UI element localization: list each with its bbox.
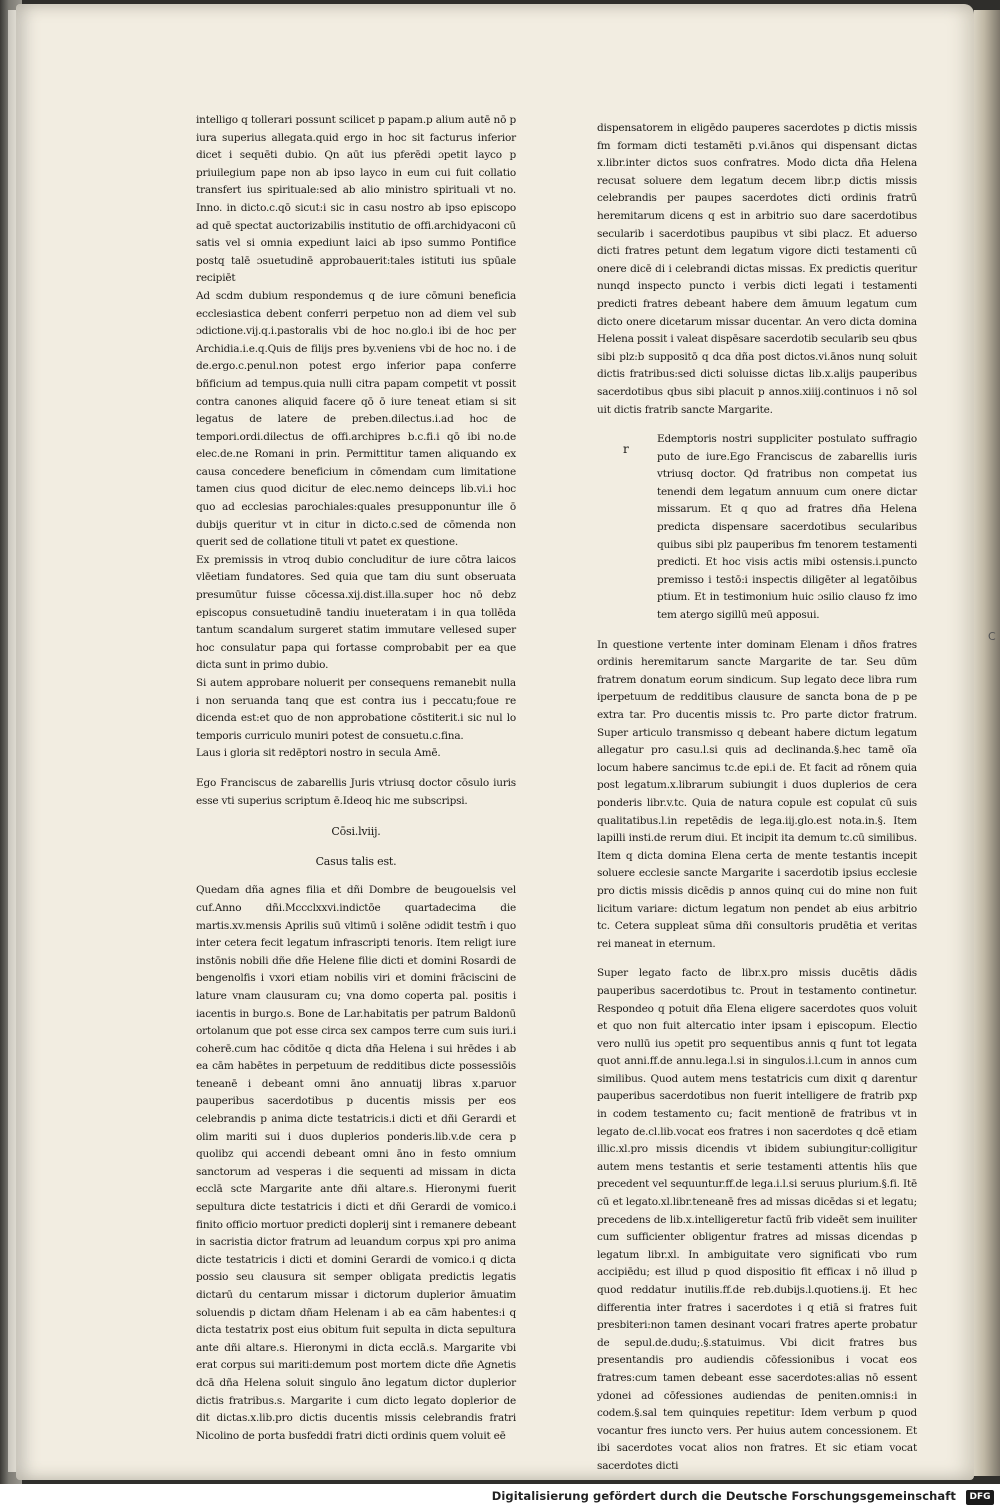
- dfg-logo-icon: DFG: [966, 1490, 994, 1505]
- left-paragraph-2: Ad scdm dubium respondemus q de iure cōmuni beneficia ecclesiastica debent conferri perpetuo non ad diem vel sub ɔdictione.vij.q.i.pastoralis vbi de hoc no.glo.i ibi de hoc per Archidia.i.e.q.Quis de filijs pres by.veniens vbi de hoc no. i de de.ergo.c.penul.non potest ergo inferior papa conferre bñficium ad tempus.quia nulli citra papam competit vt possit contra canones aliquid facere qō ō iure teneat etiam si sit legatus de latere de preben.dilectus.i.ad hoc de tempori.ordi.dilectus de offi.archipres b.c.fi.i qō ibi no.de elec.de.ne Romani in prin. Permittitur tamen aliquando ex causa concedere beneficium in cōmendam cum limitatione tamen cius quod dicitur de elec.nemo deinceps lib.vi.i hoc quo ad ecclesias parochiales:quales presupponuntur ille ō dubijs queritur vt in citur in dicto.c.sed de cōmenda non querit sed de collatione tituli vt patet ex questione.: [196, 289, 516, 549]
- initial-letter-block: [597, 431, 917, 625]
- decorative-initial-placeholder: r: [623, 442, 629, 457]
- left-paragraph-casus: Quedam dña agnes filia et dñi Dombre de beugouelsis vel cuf.Anno dñi.Mccclxxvi.indictōe quartadecima die martis.xv.mensis Aprilis suū vltimū i solēne ɔdidit testm̄ i quo inter cetera fecit legatum infrascripti tenoris. Item religt iure instōnis nobili dñe dñe Helene filie dicti et domini Rosardi de bengenolfis i vxori etiam nobilis viri et domini frāciscini de lature vnam clausuram cu; vna domo coperta pal. positis i iacentis in burgo.s. Bone de Lar.habitatis per patrum Baldonū ortolanum que pot esse circa sex campos terre cum suis iuri.i coherē.cum hac cōditōe q dicta dña Helena i sui hrēdes i ab ea cām habētes in perpetuum de redditibus dicte possessiōis teneanē i debeant omni āno annuatij libras x.paruor pauperibus sacerdotibus p ducentis missis per eos celebrandis p anima dicte testatricis.i dicti et dñi Gerardi et olim mariti sui i duos duplerios ponderis.lib.v.de cera p quolibz qui accendi debeant omni āno in festo omnium sanctorum ad vesperas i die sequenti ad missam in dicta ecclā scte Margarite ante dñi altare.s. Hieronymi fuerit sepultura dicte testatricis i dicti et dñi Gerardi de vomico.i finito officio mortuor predicti doplerij sint i remanere debeant in sacristia dictor fratrum ad leuandum corpus xpi pro anima dicte testatricis i dicti et domini Gerardi de vomico.i q dicta possio seu clausura sit semper obligata predictis legatis dictarū du centarum missar i dictorum duplerior āmuatim soluendis p dictam dñam Helenam i ab ea cām habentes:i q dicta testatrix post eius obitum fuit sepulta in dicta sepultura ante dñi altare.s. Hieronymi in dicta ecclā.s. Margarite vbi erat corpus sui mariti:demum post mortem dicte dñe Agnetis dcā dña Helena soluit singulo āno legatum dictor duplerior dictis fratribus.s. Margarite i cum dicto legato doplerior de dit dictas.x.lib.pro dictis ducentis missis celebrandis fratri Nicolino de porta busfeddi fratri dicti ordinis quem voluit eē: [196, 884, 516, 1442]
- casus-heading: Casus talis est.: [315, 854, 397, 868]
- next-page-edge-letter: C: [988, 630, 996, 643]
- right-paragraph-1: dispensatorem in eligēdo pauperes sacerdotes p dictis missis fm formam dicti testamēti p.vi.ānos qui dispensant dictas x.libr.inter dictos suos confratres. Modo dicta dña Helena recusat soluere dem legatum decem libr.p dictis missis celebrandis per paupes sacerdotes dicti ordinis fratrū heremitarum dicens q est in arbitrio suo dare sacerdotibus secularib i sacerdotibus paupibus vt sibi placz. Et aduerso dicti fratres petunt dem legatum vigore dicti testamenti cū onere dicē di i celebrandi dictas missas. Ex predictis queritur nunqd inspecto puncto i verbis dicti legati i testamenti predicti fratres debeant habere dem āmuum legatum cum dicto onere dicetarum missar ducentar. An vero dicta domina Helena possit i valeat dispēsare sacerdotib secularib seu qbus sibi plz:b suppositō q dca dña post dictos.vi.ānos nunq soluit dictis fratribus:sed dicti soluisse dictas lib.x.alijs pauperibus sacerdotibus qbus sibi placuit p annos.xiiij.continuos i nō sol uit dictis fratrib sancte Margarite.: [597, 122, 917, 416]
- book-page-edge-right: [974, 10, 1000, 1476]
- consilium-heading: Cōsi.lviij.: [331, 825, 381, 839]
- left-paragraph-1: intelligo q tollerari possunt scilicet p papam.p alium autē nō p iura superius allegata.quid ergo in hoc sit facturus inferior dicet i sequēti dubio. Qn aūt ius pferēdi ɔpetit layco p priuilegium pape non ab ipso layco in eum cui fuit collatio transfert ius spirituale:sed ab alio ministro spirituali vt no. Inno. in dicto.c.qō sicut:i sic in casu nostro ab ipso episcopo ad quē spectat auctorizabilis institutio de offi.archidyaconi cū satis vel si omnia expediunt laici ab ipso summo Pontifice postq talē ɔsuetudinē approbauerit:tales istituti ius spūale recipiēt: [196, 114, 516, 285]
- left-paragraph-4: Si autem approbare noluerit per consequens remanebit nulla i non seruanda tanq que est contra ius i peccatu;foue re dicenda est:et quo de non approbatione cōstiterit.i sic nul lo temporis curriculo muniri potest de consuetu.c.fina.: [196, 677, 516, 742]
- left-paragraph-signature: Ego Franciscus de zabarellis Juris vtriusq doctor cōsulo iuris esse vti superius scriptum ē.Ideoq hic me subscripsi.: [196, 776, 516, 807]
- right-paragraph-4: Super legato facto de libr.x.pro missis ducētis dādis pauperibus sacerdotibus tc. Prout in testamento continetur. Respondeo q potuit dña Elena eligere sacerdotes quos voluit et quo non fuit altercatio inter ipsam i episcopum. Electio vero nullū ius ɔpetit pro sequentibus annis q funt tot legata quot anni.ff.de annu.lega.l.si in singulos.i.l.cum in annos cum similibus. Quod autem mens testatricis cum dixit q darentur pauperibus sacerdotibus non fuerit intelligere de fratrib pxp in codem testamento cu; facit mentionē de fratribus vt in legato de.cl.lib.vocat eos fratres i non sacerdotes q dcē etiam illic.xl.pro missis dicendis vt ibidem subiungitur:colligitur autem mens testantis et serie testamenti attentis hīis que precedent vel sequuntur.ff.de lega.i.l.si seruus plurium.§.fi. Itē cū et legato.xl.libr.teneanē fres ad missas dicēdas si et legatu; precedens de lib.x.intelligeretur factū frib videēt sem inuiliter cum sufficienter obligentur fratres ad missas dicendas p legatum libr.xl. In ambiguitate vero significati vbo rum accipiēdu; est illud p quod dispositio fit efficax i nō illud p quod reddatur inutilis.ff.de reb.dubijs.l.quotiens.ij. Et hec differentia inter fratres i sacerdotes i q etiā si fratres fuit presbiteri:non tamen desinant vocari fratres aperte probatur de sepul.de.dudu;.§.statuimus. Vbi dicit fratres bus presentandis pro audiendis cōfessionibus i vocat eos fratres:cum tamen debeant esse sacerdotes:alias nō essent ydonei ad cōfessiones audiendas de peniten.omnis:i in codem.§.sal tem quinquies repetitur: Idem verbum p quod vocantur fres iuncto vers. Per huius autem concessionem. Et ibi sacerdotes vocat alios non fratres. Et sic etiam vocat sacerdotes dicti: [597, 967, 917, 1472]
- left-text-column: [196, 112, 516, 1445]
- right-paragraph-3: In questione vertente inter dominam Elenam i dños fratres ordinis heremitarum sancte Margarite de tar. Seu dūm fratrem donatum eorum sindicum. Sup legato dece libra rum iperpetuum de redditibus clausure de sancta bona de p pe extra tar. Pro ducentis missis tc. Pro parte dictor fratrum. Super articulo transmisso q debeant habere dictum legatum allegatur pro casu.l.si quis ad declinanda.§.hec tamē oīa locum habere sancimus tc.de epi.i de. Et facit ad rōnem quia post legatum.x.librarum subiungit i duos duplerios de cera ponderis libr.v.tc. Quia de natura copule est copulat cū suis qualitatibus.l.in repetēdis de lega.iij.glo.est nota.in.§. Item lapilli insti.de rerum diui. Et incipit ita demum tc.cū similibus. Item q dicta domina Elena certa de mente testantis incepit soluere ecclesie sancte Margarite i sacerdotib ipsius ecclesie pro dictis missis dicēdis p annos quinq cui do mine non fuit licitum variare: dictum legatum non pendet ab eius arbitrio tc. Cetera suppleat sūma dñi consultoris prudētia et veritas rei maneat in eternum.: [597, 638, 917, 950]
- right-text-column: [597, 120, 917, 1476]
- funding-notice: Digitalisierung gefördert durch die Deutsche Forschungsgemeinschaft: [491, 1489, 956, 1503]
- left-paragraph-5: Laus i gloria sit redēptori nostro in secula Amē.: [196, 747, 441, 760]
- footer-bar: [0, 1484, 1000, 1512]
- right-paragraph-2: Edemptoris nostri suppliciter postulato suffragio puto de iure.Ego Franciscus de zabarellis iuris vtriusq doctor. Qd fratribus non competat ius tenendi dem legatum annuum cum onere dictar missarum. Et q quo ad fratres dña Helena predicta dispensare sacerdotibus secularibus quibus sibi plz pauperibus fm tenorem testamenti predicti. Et hoc visis actis mibi ostensis.i.puncto premisso i testō:i inspectis diligēter al legatōibus ptium. Et in testimonium huic ɔsilio clauso fz imo tem atergo sigillū meū apposui.: [657, 433, 917, 622]
- left-paragraph-3: Ex premissis in vtroq dubio concluditur de iure cōtra laicos vlēetiam fundatores. Sed quia que tam diu sunt obseruata presumūtur fuisse cōcessa.xij.dist.illa.super hoc nō debz episcopus consuetudinē tandiu inueteratam i in qua tollēda tantum scandalum surgeret statim immutare vellesed super hoc consulatur papa qui fortasse comprobabit per ea que dicta sunt in primo dubio.: [196, 553, 516, 672]
